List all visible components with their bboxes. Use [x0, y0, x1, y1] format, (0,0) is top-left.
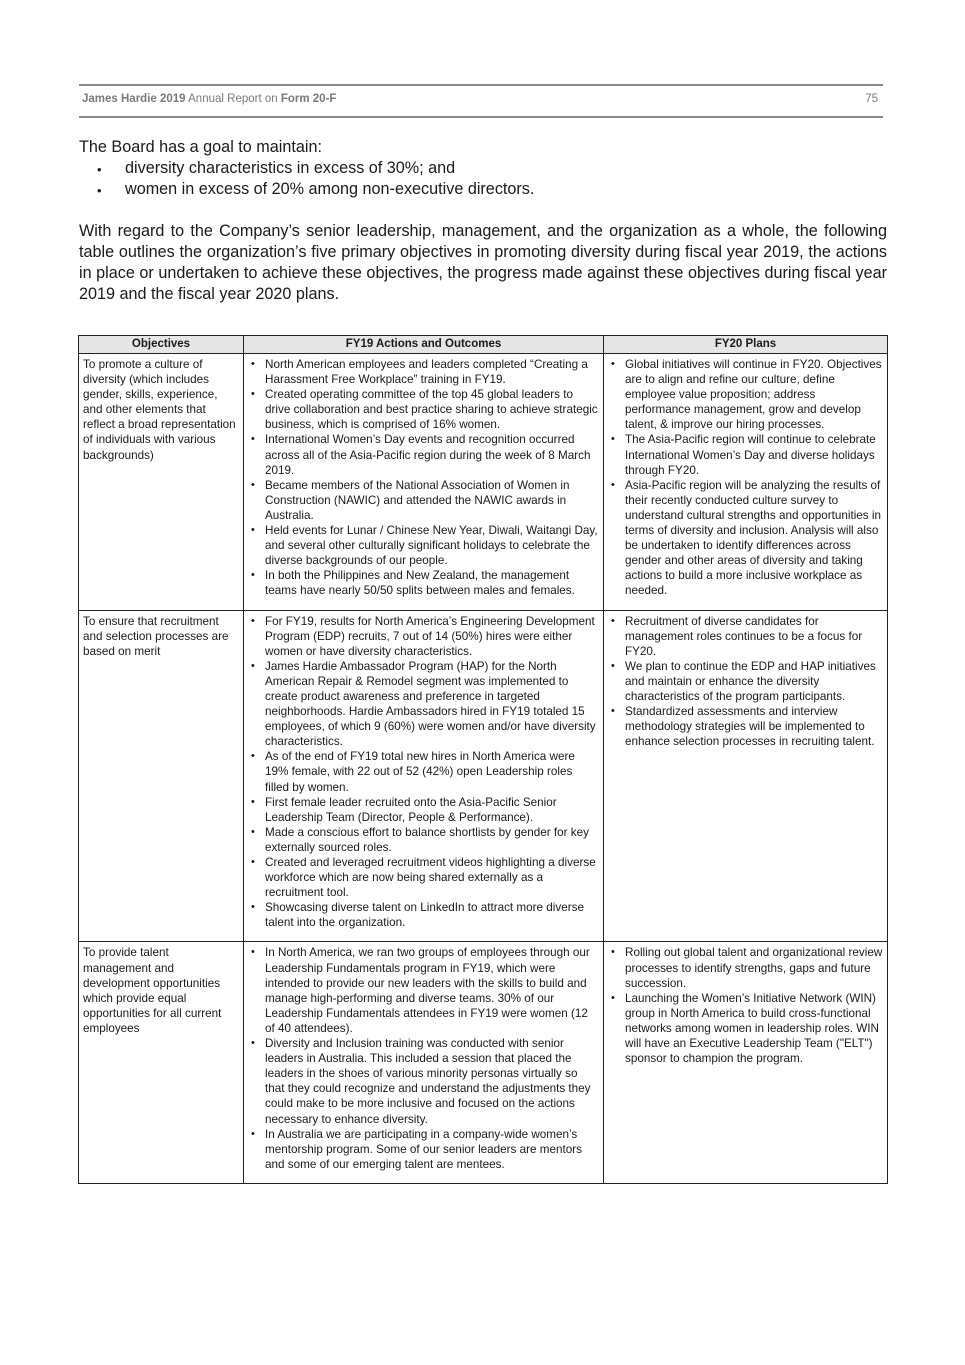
table-row	[79, 942, 888, 1183]
list-item: • In Australia we are participating in a company-wide women’s mentorship program. Some of our senior leaders are mentors and some of our emerging talent are mentees.	[248, 1127, 599, 1172]
fy20-list	[608, 614, 883, 750]
fy19-cell	[244, 354, 604, 611]
objective-cell: To provide talent management and development opportunities which provide equal opportunities for all current employees	[79, 942, 244, 1183]
fy20-cell	[604, 354, 888, 611]
list-item: • Showcasing diverse talent on LinkedIn to attract more diverse talent into the organization.	[248, 900, 599, 930]
table-header-row	[79, 336, 888, 354]
fy19-list	[248, 614, 599, 931]
objective-cell: To promote a culture of diversity (which includes gender, skills, experience, and other elements that reflect a broad representation of individuals with various backgrounds)	[79, 354, 244, 611]
report-title: James Hardie 2019 Annual Report on Form 20-F	[82, 93, 337, 105]
table-row	[79, 610, 888, 942]
list-item: • Held events for Lunar / Chinese New Year, Diwali, Waitangi Day, and several other culturally significant holidays to celebrate the diverse backgrounds of our people.	[248, 523, 599, 568]
list-item: • Became members of the National Association of Women in Construction (NAWIC) and attended the NAWIC awards in Australia.	[248, 478, 599, 523]
fy19-list	[248, 945, 599, 1171]
intro-paragraph: With regard to the Company’s senior leadership, management, and the organization as a whole, the following table outlines the organization’s five primary objectives in promoting diversity during fiscal year 2019, the actions in place or undertaken to achieve these objectives, the progress made against these objectives during fiscal year 2019 and the fiscal year 2020 plans.	[79, 222, 887, 303]
list-item: • The Asia-Pacific region will continue to celebrate International Women’s Day and diverse holidays through FY20.	[608, 432, 883, 477]
fy19-list	[248, 357, 599, 599]
running-head	[82, 93, 878, 109]
diversity-objectives-table	[78, 335, 888, 1184]
list-item: • Global initiatives will continue in FY20. Objectives are to align and refine our culture, define employee value proposition; address performance management, grow and develop talent, & improve our hiring processes.	[608, 357, 883, 432]
objective-cell: To ensure that recruitment and selection processes are based on merit	[79, 610, 244, 942]
fy20-cell	[604, 610, 888, 942]
goal-list	[79, 158, 887, 200]
list-item: • Standardized assessments and interview methodology strategies will be implemented to enhance selection processes in recruiting talent.	[608, 704, 883, 749]
goal-item: • women in excess of 20% among non-executive directors.	[79, 179, 887, 200]
list-item: • Asia-Pacific region will be analyzing the results of their recently conducted culture survey to understand cultural strengths and opportunities in terms of diversity and inclusion. Analysis will also be undertaken to identify differences across gender and other areas of diversity and taking actions to build a more inclusive workplace as needed.	[608, 478, 883, 599]
list-item: • James Hardie Ambassador Program (HAP) for the North American Repair & Remodel segment was implemented to create product awareness and preference in targeted neighborhoods. Hardie Ambassadors hired in FY19 totaled 15 employees, of which 9 (60%) were women and/or have diversity characteristics.	[248, 659, 599, 750]
page-number: 75	[865, 93, 878, 105]
list-item: • For FY19, results for North America’s Engineering Development Program (EDP) recruits, 7 out of 14 (50%) hires were either women or have diversity characteristics.	[248, 614, 599, 659]
list-item: • As of the end of FY19 total new hires in North America were 19% female, with 22 out of 52 (42%) open Leadership roles filled by women.	[248, 749, 599, 794]
list-item: • We plan to continue the EDP and HAP initiatives and maintain or enhance the diversity characteristics of the program participants.	[608, 659, 883, 704]
goal-lead: The Board has a goal to maintain:	[79, 138, 322, 156]
list-item: • Diversity and Inclusion training was conducted with senior leaders in Australia. This included a session that placed the leaders in the shoes of various minority personas virtually so that they could recognize and understand the adjustments they could make to be more inclusive and focused on the actions necessary to enhance diversity.	[248, 1036, 599, 1127]
column-header-fy19: FY19 Actions and Outcomes	[244, 336, 604, 354]
fy20-list	[608, 945, 883, 1066]
list-item: • Created and leveraged recruitment videos highlighting a diverse workforce which are now being shared externally as a recruitment tool.	[248, 855, 599, 900]
list-item: • In both the Philippines and New Zealand, the management teams have nearly 50/50 splits between males and females.	[248, 568, 599, 598]
header-rule-top	[79, 84, 883, 86]
goal-item: • diversity characteristics in excess of 30%; and	[79, 158, 887, 179]
column-header-fy20: FY20 Plans	[604, 336, 888, 354]
list-item: • North American employees and leaders completed “Creating a Harassment Free Workplace” training in FY19.	[248, 357, 599, 387]
table-row	[79, 354, 888, 611]
list-item: • Created operating committee of the top 45 global leaders to drive collaboration and best practice sharing to achieve strategic business, which is comprised of 16% women.	[248, 387, 599, 432]
fy20-list	[608, 357, 883, 599]
intro-section	[79, 137, 887, 305]
header-rule-bottom	[79, 116, 883, 118]
fy20-cell	[604, 942, 888, 1183]
list-item: • First female leader recruited onto the Asia-Pacific Senior Leadership Team (Director, People & Performance).	[248, 795, 599, 825]
list-item: • Rolling out global talent and organizational review processes to identify strengths, gaps and future succession.	[608, 945, 883, 990]
list-item: • Recruitment of diverse candidates for management roles continues to be a focus for FY20.	[608, 614, 883, 659]
list-item: • Made a conscious effort to balance shortlists by gender for key externally sourced roles.	[248, 825, 599, 855]
fy19-cell	[244, 942, 604, 1183]
list-item: • Launching the Women’s Initiative Network (WIN) group in North America to build cross-functional networks among women in leadership roles. WIN will have an Executive Leadership Team ("ELT") sponsor to champion the program.	[608, 991, 883, 1066]
column-header-objectives: Objectives	[79, 336, 244, 354]
list-item: • In North America, we ran two groups of employees through our Leadership Fundamentals program in FY19, which were intended to provide our new leaders with the skills to build and manage high-performing and diverse teams. 30% of our Leadership Fundamentals attendees in FY19 were women (12 of 40 attendees).	[248, 945, 599, 1036]
fy19-cell	[244, 610, 604, 942]
list-item: • International Women’s Day events and recognition occurred across all of the Asia-Pacific region during the week of 8 March 2019.	[248, 432, 599, 477]
